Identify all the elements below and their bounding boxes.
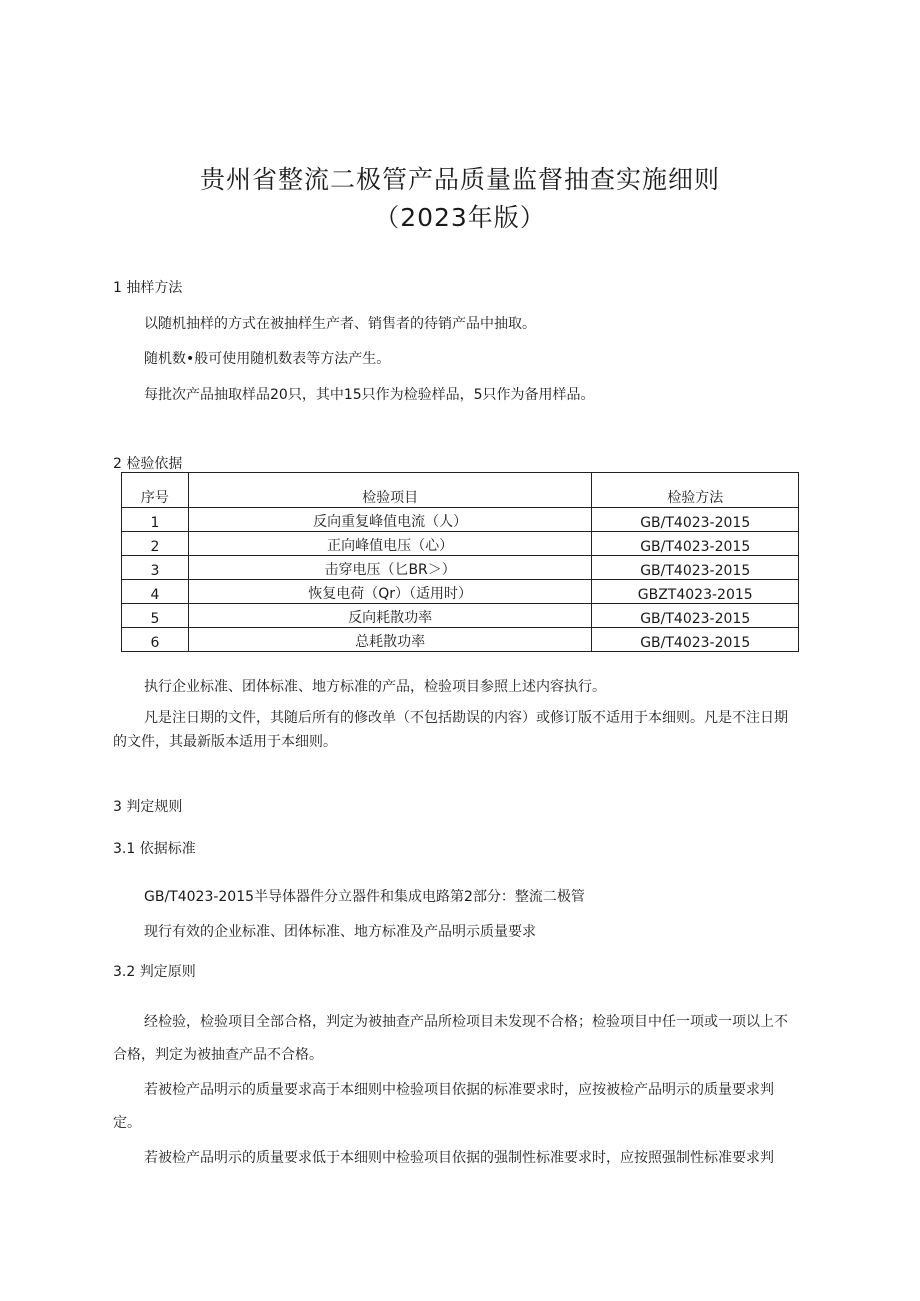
table-cell: 反向重复峰值电流（人）	[188, 508, 592, 532]
section-1-heading: 1 抽样方法	[113, 280, 183, 296]
table-header-cell: 检验方法	[592, 473, 799, 508]
table-cell: GB/T4023-2015	[592, 508, 799, 532]
table-cell: GB/T4023-2015	[592, 604, 799, 628]
table-cell: 正向峰值电压（心）	[188, 532, 592, 556]
inspection-items-table	[121, 472, 799, 652]
table-cell: GB/T4023-2015	[592, 556, 799, 580]
table-cell: 6	[122, 628, 189, 652]
table-cell: 总耗散功率	[188, 628, 592, 652]
judgement-rule-3: 若被检产品明示的质量要求低于本细则中检验项目依据的强制性标准要求时，应按照强制性标准要求判	[144, 1150, 774, 1166]
table-row	[122, 604, 799, 628]
table-row	[122, 580, 799, 604]
standard-reference-1: GB/T4023-2015半导体器件分立器件和集成电路第2部分：整流二极管	[144, 889, 585, 905]
table-cell: 3	[122, 556, 189, 580]
table-cell: GB/T4023-2015	[592, 532, 799, 556]
sampling-paragraph-2: 随机数•般可使用随机数表等方法产生。	[144, 351, 391, 367]
table-header-cell: 检验项目	[188, 473, 592, 508]
table-cell: GB/T4023-2015	[592, 628, 799, 652]
table-cell: 4	[122, 580, 189, 604]
judgement-rule-2: 若被检产品明示的质量要求高于本细则中检验项目依据的标准要求时，应按被检产品明示的质量要求判定。	[113, 1082, 774, 1131]
document-title: 贵州省整流二极管产品质量监督抽查实施细则	[199, 165, 720, 194]
sampling-paragraph-1: 以随机抽样的方式在被抽样生产者、销售者的待销产品中抽取。	[144, 316, 536, 332]
table-row	[122, 556, 799, 580]
table-cell: 反向耗散功率	[188, 604, 592, 628]
table-row	[122, 508, 799, 532]
table-header-cell: 序号	[122, 473, 189, 508]
document-edition: （2023年版）	[374, 203, 546, 232]
table-note-paragraph: 执行企业标准、团体标准、地方标准的产品，检验项目参照上述内容执行。	[144, 679, 606, 695]
table-cell: GBZT4023-2015	[592, 580, 799, 604]
table-cell: 恢复电荷（Qr）（适用时）	[188, 580, 592, 604]
table-cell: 2	[122, 532, 189, 556]
standard-reference-2: 现行有效的企业标准、团体标准、地方标准及产品明示质量要求	[144, 924, 536, 940]
section-3-heading: 3 判定规则	[113, 799, 183, 815]
table-row	[122, 532, 799, 556]
table-cell: 5	[122, 604, 189, 628]
table-cell: 1	[122, 508, 189, 532]
subsection-3-1-heading: 3.1 依据标准	[113, 841, 196, 857]
table-cell: 击穿电压（匕BR＞）	[188, 556, 592, 580]
table-row	[122, 628, 799, 652]
dated-documents-paragraph: 凡是注日期的文件，其随后所有的修改单（不包括勘误的内容）或修订版不适用于本细则。凡是不注日期的文件，其最新版本适用于本细则。	[113, 710, 788, 750]
judgement-rule-1: 经检验，检验项目全部合格，判定为被抽查产品所检项目未发现不合格；检验项目中任一项或一项以上不合格，判定为被抽查产品不合格。	[113, 1014, 788, 1063]
section-2-heading: 2 检验依据	[113, 456, 183, 472]
table-header-row	[122, 473, 799, 508]
subsection-3-2-heading: 3.2 判定原则	[113, 964, 196, 980]
sampling-paragraph-3: 每批次产品抽取样品20只，其中15只作为检验样品，5只作为备用样品。	[144, 387, 595, 403]
